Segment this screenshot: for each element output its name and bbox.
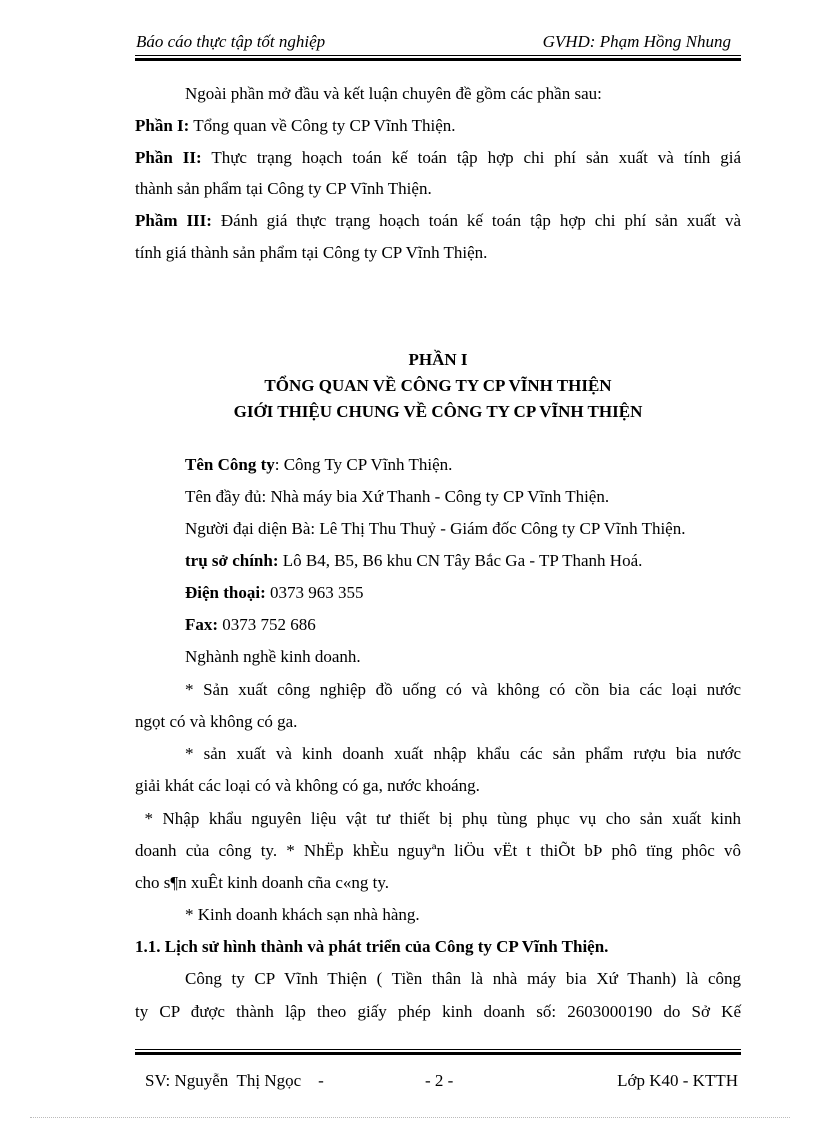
company-name-label: Tên Công ty xyxy=(185,455,275,474)
company-fax-value: 0373 752 686 xyxy=(218,615,316,634)
footer-rule xyxy=(135,1049,741,1055)
footer-page-number: - 2 - xyxy=(425,1071,454,1090)
business-4: * Kinh doanh khách sạn nhà hàng. xyxy=(185,905,420,924)
business-2-l1: * sản xuất và kinh doanh xuất nhập khẩu các sản phẩm rượu bia nước xyxy=(185,744,741,763)
company-fax-label: Fax: xyxy=(185,615,219,634)
header-rule xyxy=(135,55,741,61)
intro-line: Ngoài phần mở đầu và kết luận chuyên đề gồm các phần sau: xyxy=(185,84,602,103)
business-1-l1: * Sản xuất công nghiệp đồ uống có và không có cồn bia các loại nước xyxy=(185,680,741,699)
page-bottom-edge xyxy=(30,1117,790,1118)
company-name-value: : Công Ty CP Vĩnh Thiện. xyxy=(274,455,453,474)
part3-label: Phầm III: xyxy=(135,211,212,230)
business-3-l3: cho s¶n xuÊt kinh doanh cña c«ng ty. xyxy=(135,873,389,892)
part2-line2: thành sản phẩm tại Công ty CP Vĩnh Thiện. xyxy=(135,179,432,198)
company-phone-line xyxy=(185,583,364,603)
footer-student: SV: Nguyễn Thị Ngọc - xyxy=(145,1071,324,1090)
part-title: PHẦN I xyxy=(408,350,468,369)
part2-line1 xyxy=(135,148,741,168)
part1-text: Tổng quan về Công ty CP Vĩnh Thiện. xyxy=(189,116,456,135)
company-hq-label: trụ sở chính: xyxy=(185,551,279,570)
part3-text-l1: Đánh giá thực trạng hoạch toán kế toán tập hợp chi phí sản xuất và xyxy=(211,211,741,230)
part3-line1 xyxy=(135,211,741,231)
company-fullname: Tên đầy đủ: Nhà máy bia Xứ Thanh - Công ty CP Vĩnh Thiện. xyxy=(185,487,610,506)
section-paragraph-l1: Công ty CP Vĩnh Thiện ( Tiền thân là nhà máy bia Xứ Thanh) là công xyxy=(185,969,741,988)
part1-label: Phần I: xyxy=(135,116,190,135)
part2-label: Phần II: xyxy=(135,148,202,167)
part2-text-l1: Thực trạng hoạch toán kế toán tập hợp chi phí sản xuất và tính giá xyxy=(201,148,741,167)
company-fax-line xyxy=(185,615,316,635)
business-3-l2: doanh của công ty. * NhËp khÈu nguyªn liÖu vËt t thiÕt bÞ phô tïng phôc vô xyxy=(135,841,741,860)
intro-title: GIỚI THIỆU CHUNG VỀ CÔNG TY CP VĨNH THIỆN xyxy=(233,402,643,421)
company-name-line xyxy=(185,455,452,475)
company-industry: Nghành nghề kinh doanh. xyxy=(185,647,361,666)
section-paragraph-l2: ty CP được thành lập theo giấy phép kinh doanh số: 2603000190 do Sở Kế xyxy=(135,1002,741,1021)
footer-class: Lớp K40 - KTTH xyxy=(617,1071,738,1090)
overview-title: TỔNG QUAN VỀ CÔNG TY CP VĨNH THIỆN xyxy=(264,376,612,395)
header-title: Báo cáo thực tập tốt nghiệp xyxy=(136,32,326,51)
part3-line2: tính giá thành sản phẩm tại Công ty CP Vĩnh Thiện. xyxy=(135,243,488,262)
part1-line xyxy=(135,116,456,136)
header-advisor: GVHD: Phạm Hồng Nhung xyxy=(542,32,731,51)
business-2-l2: giải khát các loại có và không có ga, nước khoáng. xyxy=(135,776,480,795)
company-hq-line xyxy=(185,551,642,571)
company-phone-label: Điện thoại: xyxy=(185,583,266,602)
company-representative: Người đại diện Bà: Lê Thị Thu Thuỷ - Giám đốc Công ty CP Vĩnh Thiện. xyxy=(185,519,686,538)
section-heading: 1.1. Lịch sử hình thành và phát triển của Công ty CP Vĩnh Thiện. xyxy=(135,937,609,956)
company-phone-value: 0373 963 355 xyxy=(265,583,364,602)
business-3-l1: * Nhập khẩu nguyên liệu vật tư thiết bị phụ tùng phục vụ cho sản xuất kinh xyxy=(135,809,741,828)
company-hq-value: Lô B4, B5, B6 khu CN Tây Bắc Ga - TP Thanh Hoá. xyxy=(278,551,643,570)
business-1-l2: ngọt có và không có ga. xyxy=(135,712,298,731)
